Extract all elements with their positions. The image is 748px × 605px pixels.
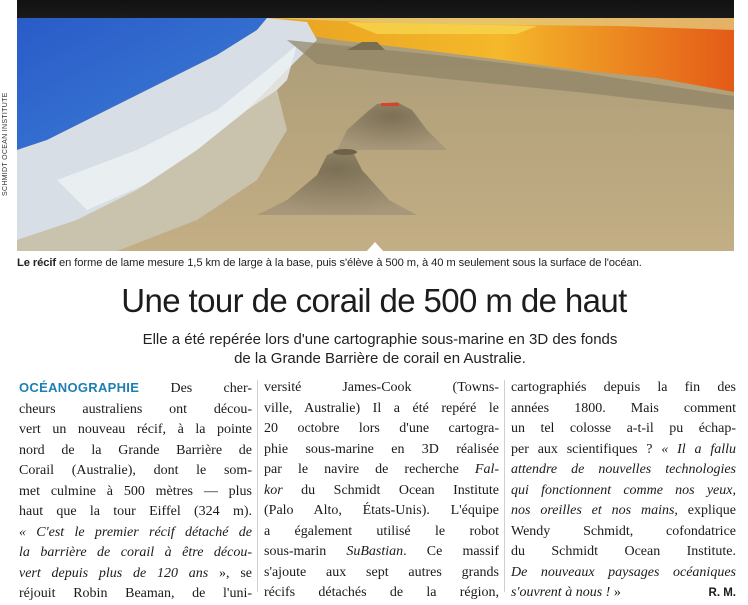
- robot-name: SuBastian: [346, 544, 404, 559]
- text-line: nos oreilles et nos mains, explique: [511, 503, 737, 518]
- ship-name: kor: [264, 482, 283, 498]
- text-line: nord de la Grande Barrière de: [19, 442, 252, 458]
- column-divider: [257, 380, 258, 592]
- article-column-1: [19, 378, 252, 605]
- text-line: un tel colosse a-t-il pu échap-: [511, 421, 736, 436]
- text-line: haut que la tour Eiffel (324 m).: [19, 504, 252, 519]
- text-line: kor du Schmidt Ocean Institute: [264, 482, 499, 498]
- standfirst-line: de la Grande Barrière de corail en Australie.: [234, 350, 526, 367]
- caption-pointer: [366, 242, 384, 252]
- quote-text: attendre de nouvelles technologies: [511, 462, 736, 477]
- text-line: a également utilisé le robot: [264, 523, 499, 539]
- quote-text: vert depuis plus de 120 ans: [19, 565, 209, 581]
- text-line: [511, 563, 736, 584]
- text-line: (Palo Alto, États-Unis). L'équipe: [264, 503, 499, 518]
- text-line: versité James-Cook (Towns-: [264, 380, 499, 395]
- text-line: met culmine à 500 mètres — plus: [19, 483, 252, 499]
- quote-text: s'ouvrent à nous !: [511, 585, 611, 600]
- text-line: années 1800. Mais comment: [511, 400, 736, 416]
- quote-text: qui fonctionnent comme nos yeux,: [511, 482, 736, 498]
- ship-name: Fal-: [474, 462, 499, 477]
- caption-text: en forme de lame mesure 1,5 km de large à la base, puis s'élève à 500 m, à 40 m seulement sous la surface de l'océan.: [56, 257, 642, 269]
- article-column-2: [264, 378, 499, 604]
- text-line: du Schmidt Ocean Institute.: [511, 544, 736, 559]
- photo-caption: [17, 256, 737, 271]
- headline: Une tour de corail de 500 m de haut: [121, 282, 627, 319]
- text-line: par le navire de recherche Fal-: [264, 462, 499, 477]
- text-line: cheurs australiens ont décou-: [19, 401, 252, 417]
- quote-text: De nouveaux paysages océaniques: [511, 564, 736, 580]
- text-line: per aux scientifiques ? « Il a fallu: [511, 441, 736, 457]
- quote-text: « Il a fallu: [661, 441, 736, 457]
- text-line: s'ajoute aux sept autres grands: [264, 564, 499, 580]
- section-kicker: OCÉANOGRAPHIE: [19, 380, 140, 395]
- text-line: Wendy Schmidt, cofondatrice: [511, 523, 736, 539]
- text-line: récifs détachés de la région,: [264, 585, 499, 600]
- text-line: 20 octobre lors d'une cartogra-: [264, 421, 499, 436]
- text-line: vert depuis plus de 120 ans », se: [19, 565, 252, 581]
- photo-credit: SCHMIDT OCEAN INSTITUTE: [2, 92, 9, 196]
- text-line: [511, 481, 736, 502]
- author-signature: R. M.: [708, 587, 736, 599]
- text-line: sous-marin SuBastian. Ce massif: [264, 544, 500, 559]
- quote-text: nos oreilles et nos mains: [511, 503, 675, 518]
- text-line: [19, 523, 252, 544]
- caption-lead: Le récif: [17, 257, 56, 269]
- text-line: Corail (Australie), dont le som-: [19, 463, 252, 478]
- column-divider: [504, 380, 505, 592]
- text-line: ville, Australie) Il a été repéré le: [264, 400, 499, 416]
- text-line: réjouit Robin Beaman, de l'uni-: [19, 586, 252, 601]
- quote-text: « C'est le premier récif détaché de: [19, 524, 252, 540]
- quote-text: la barrière de corail à être décou-: [19, 545, 252, 560]
- reef-3d-map-image: [17, 0, 734, 251]
- text-line: s'ouvrent à nous ! » R. M.: [511, 583, 736, 604]
- text-line: OCÉANOGRAPHIE Des cher-: [19, 380, 252, 396]
- standfirst-line: Elle a été repérée lors d'une cartographie sous-marine en 3D des fonds: [142, 331, 618, 348]
- seafloor-bathymetry-graphic: [17, 0, 734, 251]
- standfirst: [100, 330, 660, 368]
- article-column-3: [511, 378, 736, 604]
- text-line: phie sous-marine en 3D réalisée: [264, 441, 499, 457]
- text-line: [19, 543, 252, 564]
- text-line: [511, 460, 736, 481]
- text-line: vert un nouveau récif, à la pointe: [19, 422, 252, 437]
- text-line: cartographiés depuis la fin des: [511, 380, 736, 395]
